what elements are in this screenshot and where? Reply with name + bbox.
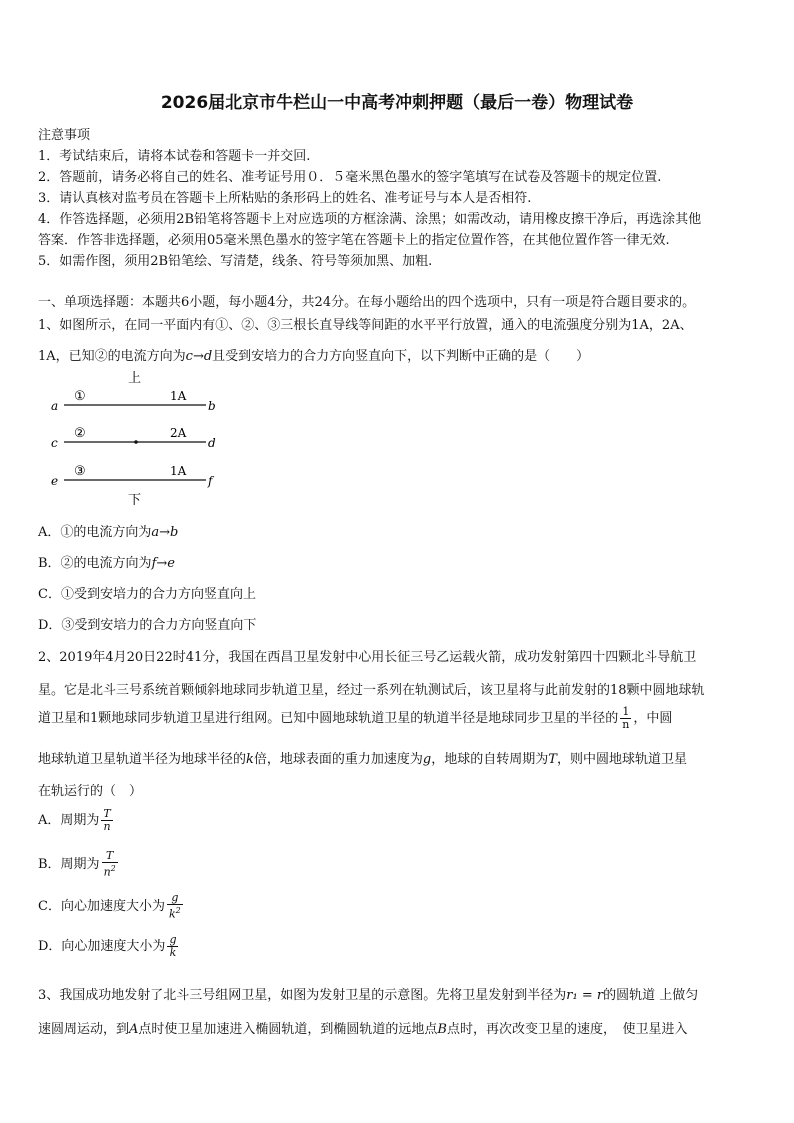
q2-text: 地球轨道卫星轨道半径为地球半径的k倍，地球表面的重力加速度为g，地球的自转周期为T，则中圆地球轨道卫星: [38, 752, 687, 767]
notice-item: 2．答题前，请务必将自己的姓名、准考证号用０．５毫米黑色墨水的签字笔填写在试卷及答题卡的规定位置.: [38, 170, 662, 185]
notice-heading: 注意事项: [38, 128, 91, 143]
fraction: $\frac{T}{n^2}$: [103, 849, 116, 879]
wire-2-current: 2A: [170, 426, 187, 440]
wire-2-dot: [134, 440, 138, 444]
q2-text: 星。它是北斗三号系统首颗倾斜地球同步轨道卫星，经过一系列在轨测试后，该卫星将与此前发射的18颗中圆地球轨: [38, 683, 705, 698]
wire-3-num: ③: [74, 464, 86, 479]
q2-option-b: B．周期为 $\frac{T}{n^2}$: [38, 849, 116, 879]
q1-text: 1、如图所示，在同一平面内有①、②、③三根长直导线等间距的水平平行放置，通入的电流强度分别为1A，2A、: [38, 318, 693, 333]
notice-item: 3．请认真核对监考员在答题卡上所粘贴的条形码上的姓名、准考证号与本人是否相符.: [38, 191, 532, 206]
wire-2-left: c: [51, 436, 58, 450]
notice-item: 5．如需作图，须用2B铅笔绘、写清楚，线条、符号等须加黑、加粗.: [38, 254, 433, 269]
wire-1-current: 1A: [170, 389, 187, 403]
wire-3-right: f: [208, 474, 213, 488]
label-bottom: 下: [128, 493, 142, 508]
q3-text: 速圆周运动，到A点时使卫星加速进入椭圆轨道，到椭圆轨道的远地点B点时，再次改变卫星的速度， 使卫星进入: [38, 1022, 688, 1037]
notice-item: 1．考试结束后，请将本试卷和答题卡一并交回.: [38, 149, 311, 164]
fraction: $\frac{g}{k^2}$: [168, 891, 181, 921]
q1-option-a: A．①的电流方向为a→b: [38, 525, 179, 540]
q2-text: 道卫星和1颗地球同步轨道卫星进行组网。已知中圆地球轨道卫星的轨道半径是地球同步卫星的半径的 $\frac{1}{n}$ ，中圆: [38, 705, 673, 731]
q1-option-c: C．①受到安培力的合力方向竖直向上: [38, 587, 256, 602]
section-heading: 一、单项选择题：本题共6小题，每小题4分，共24分。在每小题给出的四个选项中，只有一项是符合题目要求的。: [38, 295, 696, 310]
q2-option-c: C．向心加速度大小为 $\frac{g}{k^2}$: [38, 891, 181, 921]
q1-text: 1A，已知②的电流方向为c→d且受到安培力的合力方向竖直向下，以下判断中正确的是（ ）: [38, 349, 590, 364]
notice-item: 答案．作答非选择题，必须用05毫米黑色墨水的签字笔在答题卡上的指定位置作答，在其他位置作答一律无效.: [38, 233, 670, 248]
notice-item: 4．作答选择题，必须用2B铅笔将答题卡上对应选项的方框涂满、涂黑；如需改动，请用橡皮擦干净后，再选涂其他: [38, 212, 702, 227]
q1-option-d: D．③受到安培力的合力方向竖直向下: [38, 618, 257, 633]
q1-option-b: B．②的电流方向为f→e: [38, 556, 175, 571]
wire-1-left: a: [51, 399, 59, 413]
wire-3-current: 1A: [170, 464, 187, 478]
wire-1-right: b: [208, 399, 216, 413]
fraction: $\frac{T}{n}$: [103, 807, 111, 833]
wire-1-num: ①: [74, 389, 86, 404]
wire-2-right: d: [208, 436, 216, 450]
q2-text: 2、2019年4月20日22时41分，我国在西昌卫星发射中心用长征三号乙运载火箭，成功发射第四十四颗北斗导航卫: [38, 650, 697, 665]
wire-diagram: [48, 370, 238, 510]
wire-2-num: ②: [74, 426, 86, 441]
wire-3-left: e: [51, 474, 59, 488]
fraction: $\frac{g}{k}$: [169, 933, 177, 959]
q3-text: 3、我国成功地发射了北斗三号组网卫星，如图为发射卫星的示意图。先将卫星发射到半径为r₁ = r的圆轨道 上做匀: [38, 988, 699, 1003]
page-title: 2026届北京市牛栏山一中高考冲刺押题（最后一卷）物理试卷: [160, 93, 634, 113]
q2-option-d: D．向心加速度大小为 $\frac{g}{k}$: [38, 933, 177, 959]
q2-text: 在轨运行的（ ）: [38, 784, 143, 799]
fraction-1-over-n: $\frac{1}{n}$: [622, 705, 630, 731]
label-top: 上: [128, 371, 142, 386]
q2-option-a: A．周期为 $\frac{T}{n}$: [38, 807, 111, 833]
